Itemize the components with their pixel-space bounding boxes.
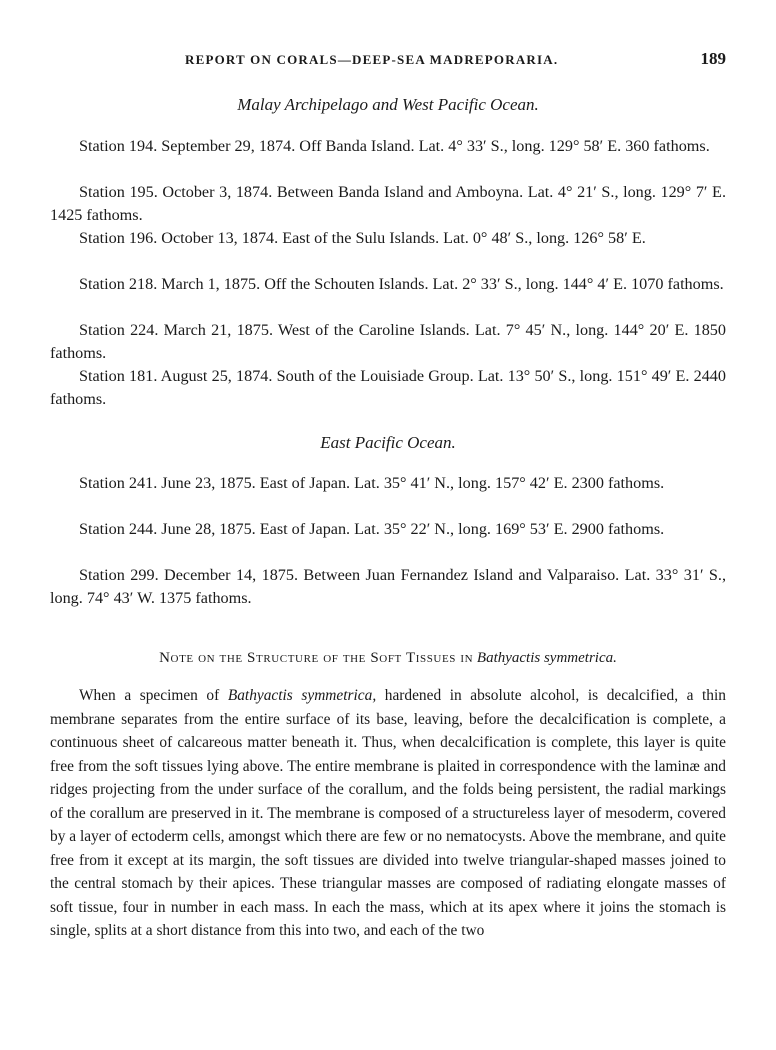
- para-species: Bathyactis symmetrica,: [227, 687, 377, 704]
- station-entry: Station 195. October 3, 1874. Between Banda Island and Amboyna. Lat. 4° 21′ S., long. 129° 7′ E. 1425 fathoms.: [50, 183, 726, 224]
- station-entry: Station 196. October 13, 1874. East of the Sulu Islands. Lat. 0° 48′ S., long. 126° 58′ E.: [79, 229, 646, 247]
- section-heading-malay: Malay Archipelago and West Pacific Ocean.: [237, 95, 539, 114]
- running-title: REPORT ON CORALS—DEEP-SEA MADREPORARIA.: [185, 52, 559, 67]
- station-entry: Station 299. December 14, 1875. Between Juan Fernandez Island and Valparaiso. Lat. 33° 31′ S., long. 74° 43′ W. 1375 fathoms.: [50, 566, 726, 607]
- para-start: When a specimen of: [79, 687, 220, 704]
- station-entry: Station 181. August 25, 1874. South of the Louisiade Group. Lat. 13° 50′ S., long. 151° 49′ E. 2440 fathoms.: [50, 367, 726, 408]
- station-entry: Station 224. March 21, 1875. West of the Caroline Islands. Lat. 7° 45′ N., long. 144° 20′ E. 1850 fathoms.: [50, 321, 726, 362]
- section-heading-east-pacific: East Pacific Ocean.: [320, 433, 456, 452]
- station-entry: Station 218. March 1, 1875. Off the Schouten Islands. Lat. 2° 33′ S., long. 144° 4′ E. 1070 fathoms.: [79, 275, 724, 293]
- note-title-text: Note on the Structure of the Soft Tissues in: [159, 650, 474, 666]
- station-entry: Station 194. September 29, 1874. Off Banda Island. Lat. 4° 33′ S., long. 129° 58′ E. 360 fathoms.: [79, 137, 710, 155]
- note-title-species: Bathyactis symmetrica.: [476, 650, 617, 666]
- note-title: [50, 650, 726, 667]
- note-paragraph: [50, 684, 726, 943]
- station-entry: Station 244. June 28, 1875. East of Japan. Lat. 35° 22′ N., long. 169° 53′ E. 2900 fathoms.: [79, 520, 665, 538]
- para-rest: hardened in absolute alcohol, is decalcified, a thin membrane separates from the entire surface of its base, leaving, before the decalcification is complete, a continuous sheet of calcareous matter beneath it. Thus, when decalcification is complete, this layer is quite free from the soft tissues lying above. The entire membrane is plaited in correspondence with the laminæ and ridges projecting from the under surface of the corallum, and the folds being persistent, the radial markings of the corallum are preserved in it. The membrane is composed of a structureless layer of mesoderm, covered by a layer of ectoderm cells, amongst which there are few or no nematocysts. Above the membrane, and quite free from it except at its margin, the soft tissues are divided into twelve triangular-shaped masses joined to the central stomach by their apices. These triangular masses are composed of radiating elongate masses of soft tissue, four in number in each mass. In each the mass, which at its apex where it joins the stomach is single, splits at a short distance from this into two, and each of the two: [50, 687, 726, 939]
- page-number: 189: [700, 49, 726, 68]
- running-head: [50, 49, 726, 71]
- station-entry: Station 241. June 23, 1875. East of Japan. Lat. 35° 41′ N., long. 157° 42′ E. 2300 fathoms.: [79, 474, 665, 492]
